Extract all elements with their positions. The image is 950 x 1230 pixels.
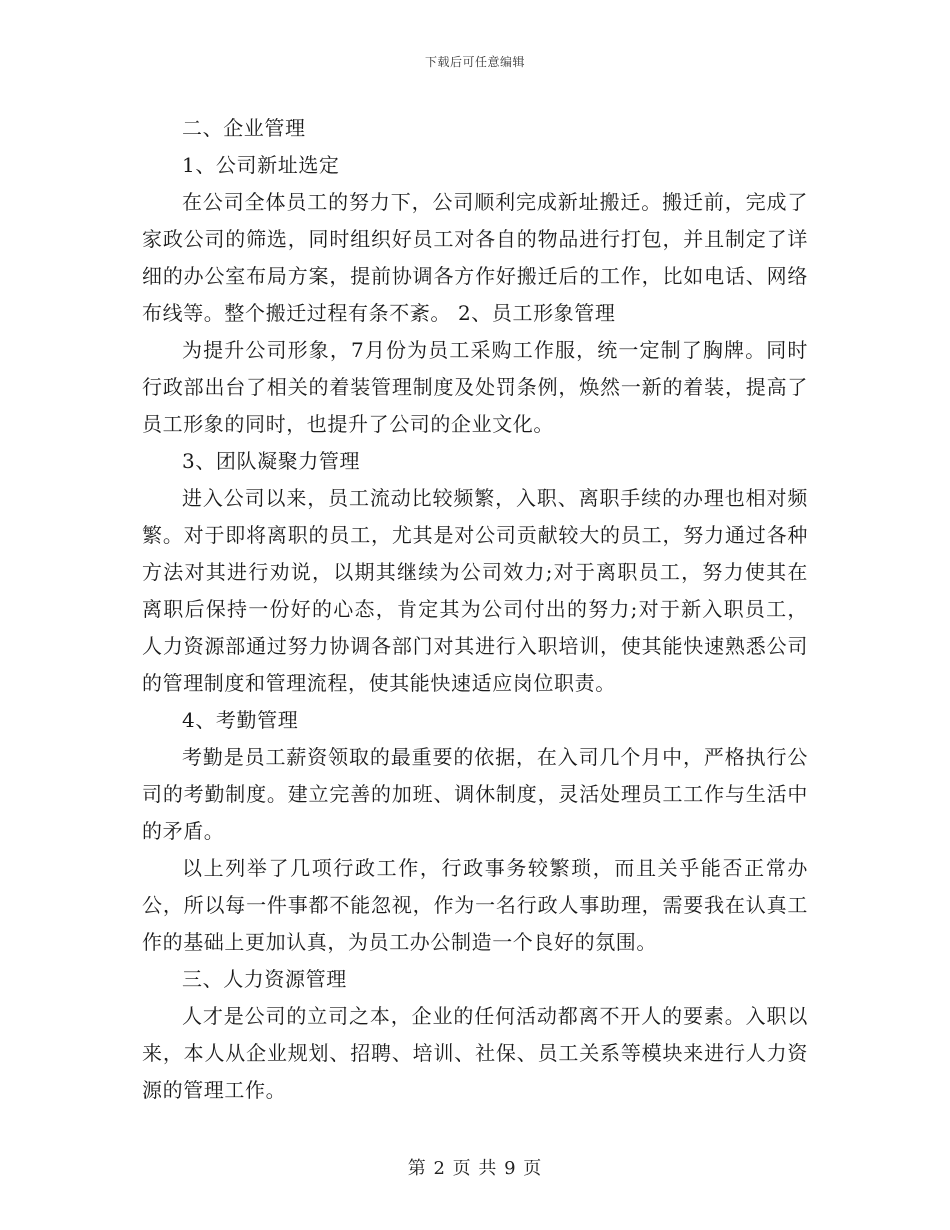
subheading-new-office-site: 1、公司新址选定 bbox=[182, 153, 340, 177]
paragraph-relocation: 在公司全体员工的努力下，公司顺利完成新址搬迁。搬迁前，完成了家政公司的筛选，同时组织好员工对各自的物品进行打包，并且制定了详细的办公室布局方案，提前协调各方作好搬迁后的工作，比如电话、网络布线等。整个搬迁过程有条不紊。 2、员工形象管理 bbox=[142, 190, 808, 325]
section-heading-hr-management: 三、人力资源管理 bbox=[182, 967, 347, 991]
section-heading-enterprise-management: 二、企业管理 bbox=[182, 116, 306, 140]
paragraph-hr-management: 人才是公司的立司之本，企业的任何活动都离不开人的要素。入职以来，本人从企业规划、招聘、培训、社保、员工关系等模块来进行人力资源的管理工作。 bbox=[142, 1004, 808, 1102]
page-header: 下载后可任意编辑 bbox=[424, 55, 525, 69]
page-number-footer: 第 2 页 共 9 页 bbox=[407, 1158, 543, 1179]
document-body bbox=[142, 110, 808, 1109]
paragraph-employee-image: 为提升公司形象，7月份为员工采购工作服，统一定制了胸牌。同时行政部出台了相关的着装管理制度及处罚条例，焕然一新的着装，提高了员工形象的同时，也提升了公司的企业文化。 bbox=[142, 338, 808, 436]
paragraph-team-cohesion: 进入公司以来，员工流动比较频繁，入职、离职手续的办理也相对频繁。对于即将离职的员工，尤其是对公司贡献较大的员工，努力通过各种方法对其进行劝说，以期其继续为公司效力;对于离职员工，努力使其在离职后保持一份好的心态，肯定其为公司付出的努力;对于新入职员工，人力资源部通过努力协调各部门对其进行入职培训，使其能快速熟悉公司的管理制度和管理流程，使其能快速适应岗位职责。 bbox=[142, 486, 808, 695]
subheading-team-cohesion: 3、团队凝聚力管理 bbox=[182, 449, 361, 473]
subheading-attendance: 4、考勤管理 bbox=[182, 708, 299, 732]
paragraph-attendance: 考勤是员工薪资领取的最重要的依据，在入司几个月中，严格执行公司的考勤制度。建立完善的加班、调休制度，灵活处理员工工作与生活中的矛盾。 bbox=[142, 745, 808, 843]
paragraph-admin-summary: 以上列举了几项行政工作，行政事务较繁琐，而且关乎能否正常办公，所以每一件事都不能忽视，作为一名行政人事助理，需要我在认真工作的基础上更加认真，为员工办公制造一个良好的氛围。 bbox=[142, 856, 808, 954]
